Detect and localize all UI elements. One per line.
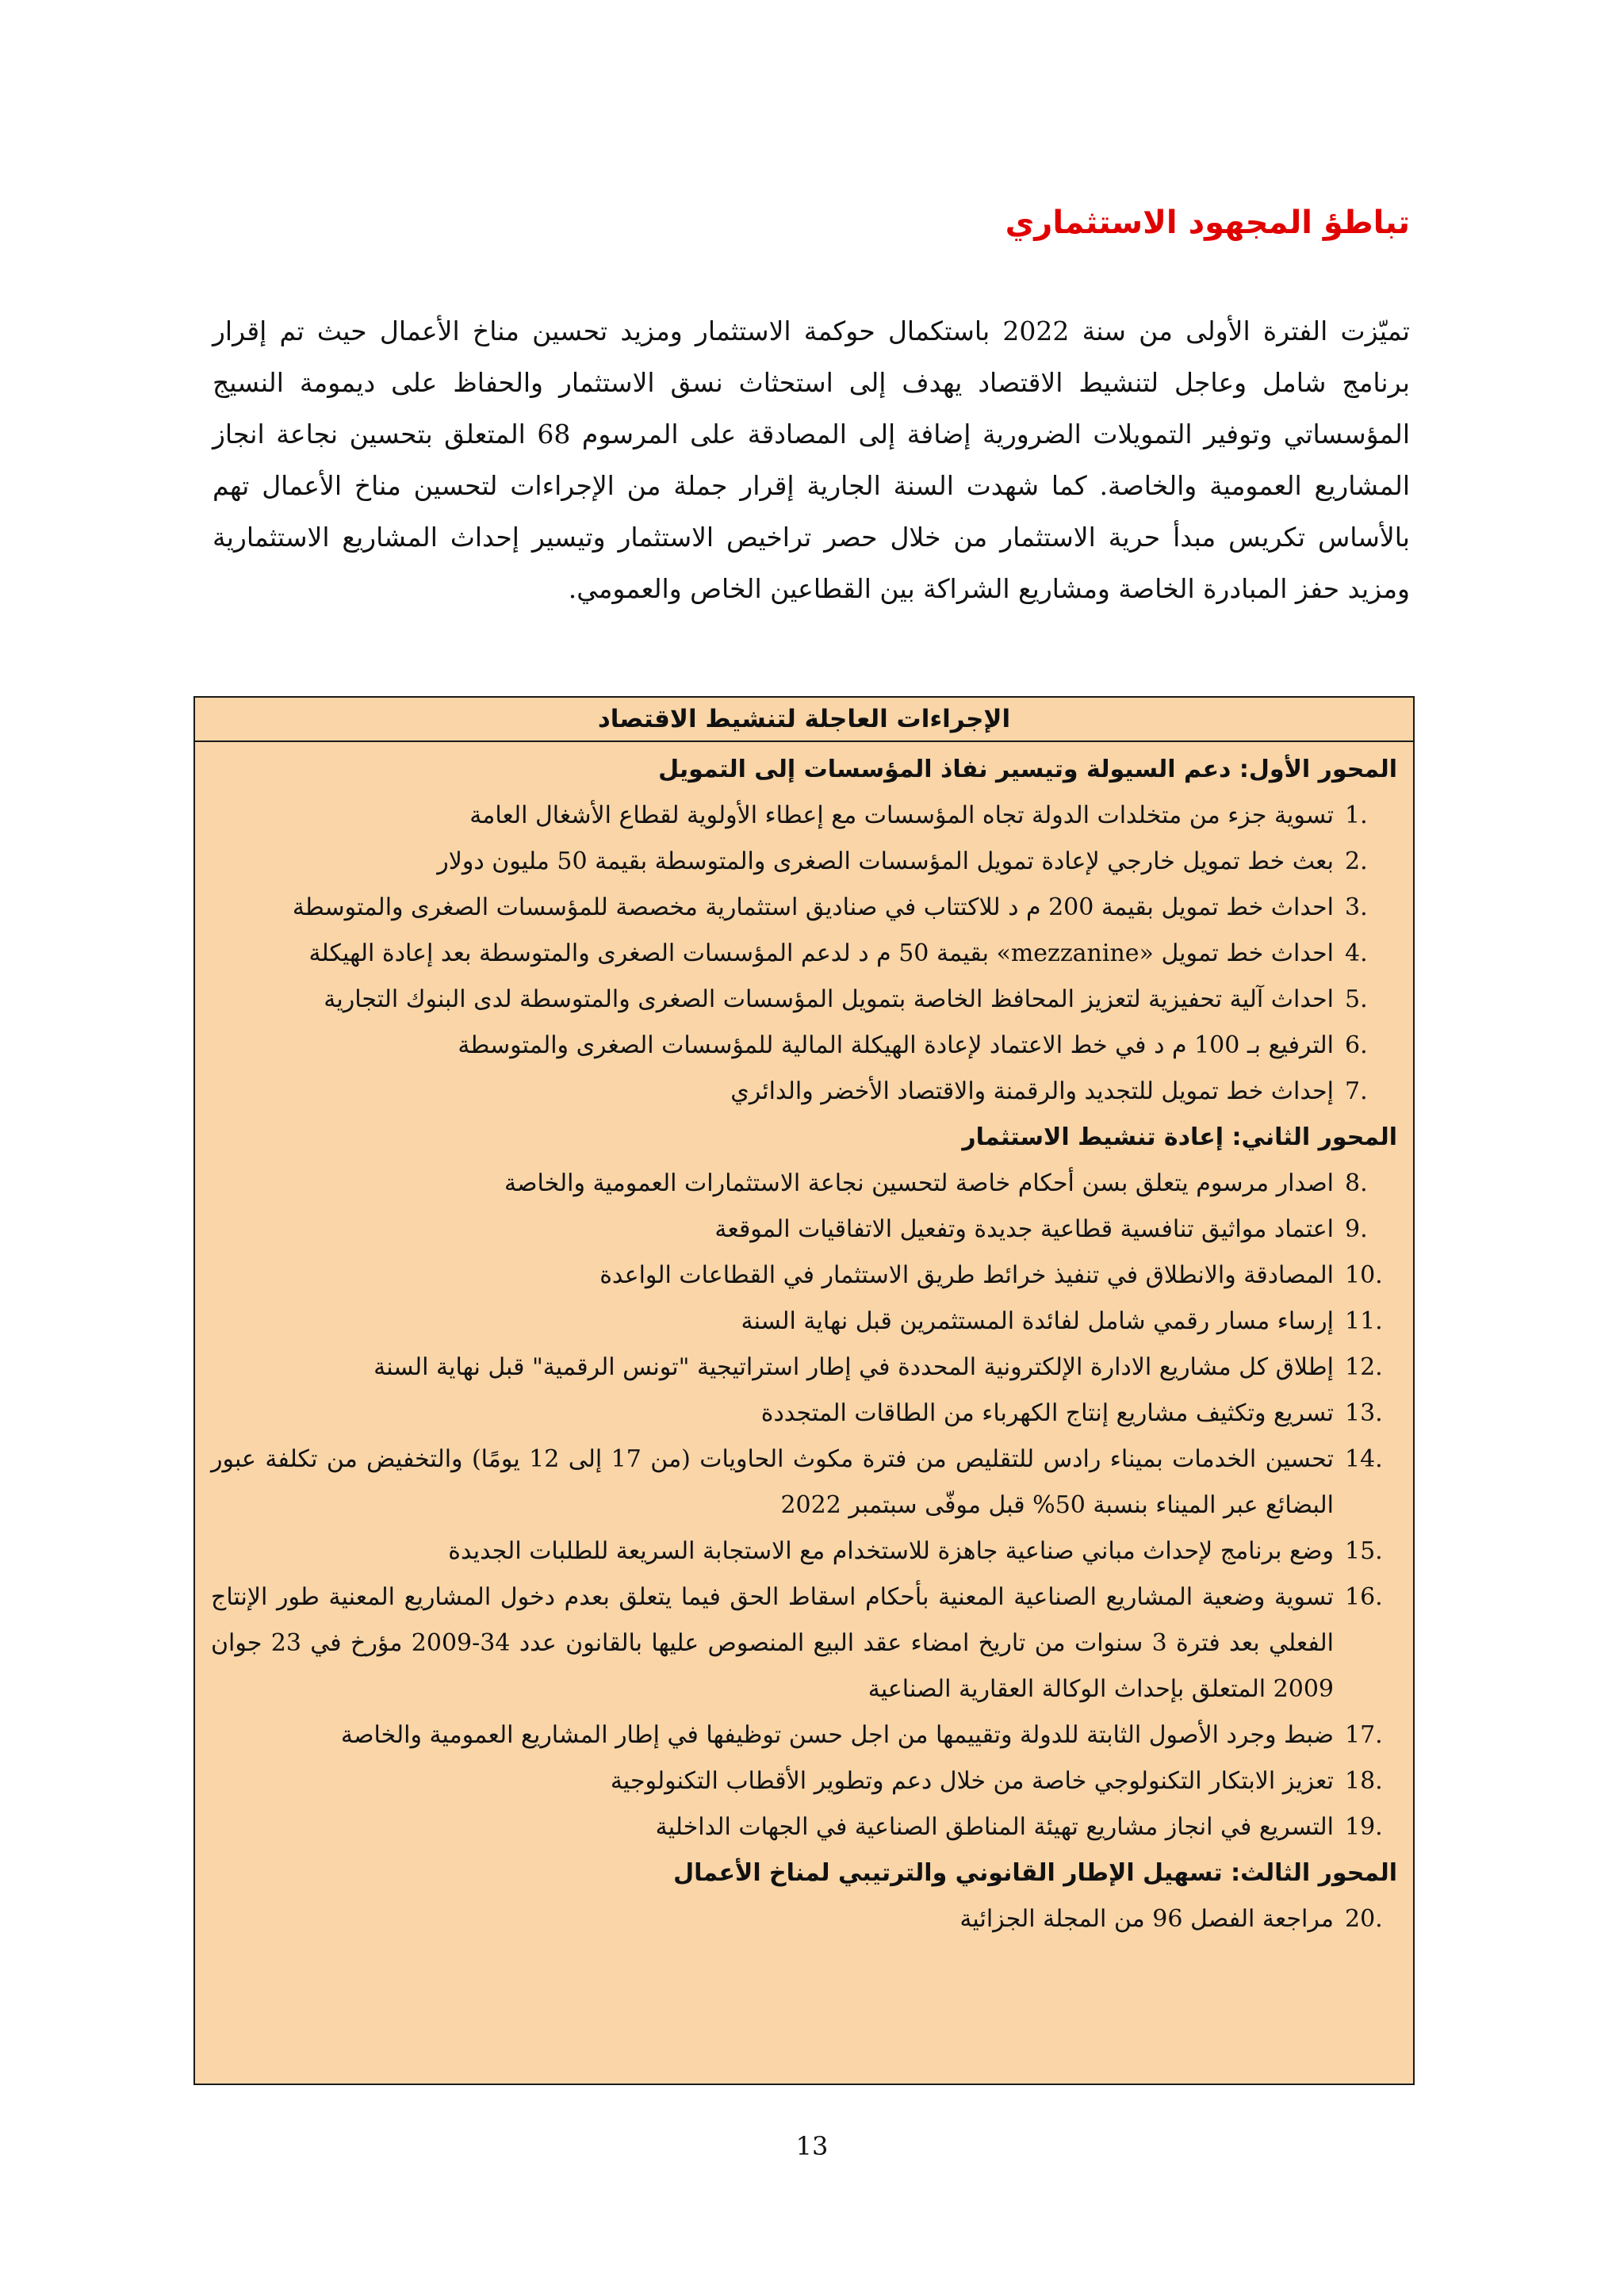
axis-title: المحور الثاني: إعادة تنشيط الاستثمار: [962, 1123, 1397, 1151]
list-item: [211, 1896, 1397, 1942]
measures-box: [193, 696, 1415, 2085]
item-number: 9.: [1345, 1215, 1368, 1243]
axis-title: المحور الثالث: تسهيل الإطار القانوني والترتيبي لمناخ الأعمال: [673, 1859, 1397, 1887]
item-number: 14.: [1345, 1445, 1383, 1473]
list-item: [211, 977, 1397, 1023]
list-item: [211, 1758, 1397, 1804]
list-item: [211, 839, 1397, 885]
list-item: [211, 1253, 1397, 1299]
box-title: الإجراءات العاجلة لتنشيط الاقتصاد: [195, 698, 1413, 742]
axis-title: المحور الأول: دعم السيولة وتيسير نفاذ المؤسسات إلى التمويل: [658, 756, 1397, 783]
item-text: مراجعة الفصل 96 من المجلة الجزائية: [959, 1905, 1334, 1933]
list-item: [211, 1207, 1397, 1253]
item-number: 4.: [1345, 939, 1368, 967]
item-text: احداث خط تمويل «mezzanine» بقيمة 50 م د لدعم المؤسسات الصغرى والمتوسطة بعد إعادة الهيكلة: [308, 939, 1334, 967]
item-text: احداث خط تمويل بقيمة 200 م د للاكتتاب في صناديق استثمارية مخصصة للمؤسسات الصغرى والمتوسطة: [292, 894, 1334, 921]
measures-list: [211, 1896, 1397, 1942]
item-text: الترفيع بـ 100 م د في خط الاعتماد لإعادة الهيكلة المالية للمؤسسات الصغرى والمتوسطة: [458, 1031, 1334, 1059]
intro-paragraph: تميّزت الفترة الأولى من سنة 2022 باستكمال حوكمة الاستثمار ومزيد تحسين مناخ الأعمال حيث تم إقرار برنامج شامل وعاجل لتنشيط الاقتصاد يهدف إلى استحثاث نسق الاستثمار والحفاظ على ديمومة النسيج المؤسساتي وتوفير التمويلات الضرورية إضافة إلى المصادقة على المرسوم 68 المتعلق بتحسين نجاعة انجاز المشاريع العمومية والخاصة. كما شهدت السنة الجارية إقرار جملة من الإجراءات لتحسين مناخ الأعمال تهم بالأساس تكريس مبدأ حرية الاستثمار من خلال حصر تراخيص الاستثمار وتيسير إحداث المشاريع الاستثمارية ومزيد حفز المبادرة الخاصة ومشاريع الشراكة بين القطاعين الخاص والعمومي.: [213, 316, 1410, 604]
list-item: [211, 793, 1397, 839]
list-item: [211, 1712, 1397, 1758]
item-number: 3.: [1345, 894, 1368, 921]
list-item: [211, 1299, 1397, 1345]
item-number: 17.: [1345, 1721, 1383, 1749]
item-text: المصادقة والانطلاق في تنفيذ خرائط طريق الاستثمار في القطاعات الواعدة: [599, 1261, 1334, 1289]
item-text: تسريع وتكثيف مشاريع إنتاج الكهرباء من الطاقات المتجددة: [760, 1399, 1334, 1427]
item-number: 19.: [1345, 1813, 1383, 1841]
list-item: [211, 1069, 1397, 1115]
item-number: 15.: [1345, 1537, 1383, 1565]
item-text: ضبط وجرد الأصول الثابتة للدولة وتقييمها من اجل حسن توظيفها في إطار المشاريع العمومية والخاصة: [340, 1721, 1334, 1749]
measures-list: [211, 1161, 1397, 1850]
item-text: احداث آلية تحفيزية لتعزيز المحافظ الخاصة بتمويل المؤسسات الصغرى والمتوسطة لدى البنوك التجارية: [324, 985, 1334, 1013]
list-item: [211, 1345, 1397, 1391]
item-number: 16.: [1345, 1583, 1383, 1611]
item-text: إحداث خط تمويل للتجديد والرقمنة والاقتصاد الأخضر والدائري: [730, 1077, 1334, 1105]
list-item: [211, 1391, 1397, 1437]
list-item: [211, 1804, 1397, 1850]
item-text: تسوية وضعية المشاريع الصناعية المعنية بأحكام اسقاط الحق فيما يتعلق بعدم دخول المشاريع المعنية طور الإنتاج الفعلي بعد فترة 3 سنوات من تاريخ امضاء عقد البيع المنصوص عليها بالقانون عدد 34-2009 مؤرخ في 23 جوان 2009 المتعلق بإحداث الوكالة العقارية الصناعية: [211, 1583, 1335, 1703]
list-item: [211, 1529, 1397, 1575]
box-content: [195, 742, 1413, 1942]
item-number: 11.: [1345, 1307, 1383, 1335]
item-number: 20.: [1345, 1905, 1383, 1933]
item-text: التسريع في انجاز مشاريع تهيئة المناطق الصناعية في الجهات الداخلية: [655, 1813, 1334, 1841]
item-number: 13.: [1345, 1399, 1383, 1427]
section-heading: تباطؤ المجهود الاستثماري: [1005, 205, 1410, 241]
list-item: [211, 931, 1397, 977]
item-text: تسوية جزء من متخلدات الدولة تجاه المؤسسات مع إعطاء الأولوية لقطاع الأشغال العامة: [469, 802, 1334, 829]
item-text: اصدار مرسوم يتعلق بسن أحكام خاصة لتحسين نجاعة الاستثمارات العمومية والخاصة: [504, 1169, 1334, 1197]
list-item: [211, 1161, 1397, 1207]
list-item: [211, 1437, 1397, 1529]
list-item: [211, 885, 1397, 931]
item-text: إرساء مسار رقمي شامل لفائدة المستثمرين قبل نهاية السنة: [741, 1307, 1334, 1335]
item-number: 18.: [1345, 1767, 1383, 1795]
item-text: وضع برنامج لإحداث مباني صناعية جاهزة للاستخدام مع الاستجابة السريعة للطلبات الجديدة: [448, 1537, 1334, 1565]
item-number: 5.: [1345, 985, 1368, 1013]
item-text: إطلاق كل مشاريع الادارة الإلكترونية المحددة في إطار استراتيجية "تونس الرقمية" قبل نهاية السنة: [373, 1353, 1334, 1381]
item-text: اعتماد مواثيق تنافسية قطاعية جديدة وتفعيل الاتفاقيات الموقعة: [714, 1215, 1334, 1243]
measures-list: [211, 793, 1397, 1115]
item-number: 7.: [1345, 1077, 1368, 1105]
page-number: 13: [795, 2131, 829, 2161]
item-number: 12.: [1345, 1353, 1383, 1381]
item-number: 2.: [1345, 848, 1368, 875]
item-number: 10.: [1345, 1261, 1383, 1289]
item-number: 6.: [1345, 1031, 1368, 1059]
list-item: [211, 1023, 1397, 1069]
item-number: 8.: [1345, 1169, 1368, 1197]
item-text: تعزيز الابتكار التكنولوجي خاصة من خلال دعم وتطوير الأقطاب التكنولوجية: [610, 1767, 1334, 1795]
item-text: تحسين الخدمات بميناء رادس للتقليص من فترة مكوث الحاويات (من 17 إلى 12 يومًا) والتخفيض من تكلفة عبور البضائع عبر الميناء بنسبة 50% قبل موفّى سبتمبر 2022: [211, 1445, 1334, 1519]
item-text: بعث خط تمويل خارجي لإعادة تمويل المؤسسات الصغرى والمتوسطة بقيمة 50 مليون دولار: [437, 848, 1334, 875]
item-number: 1.: [1345, 802, 1368, 829]
list-item: [211, 1575, 1397, 1712]
